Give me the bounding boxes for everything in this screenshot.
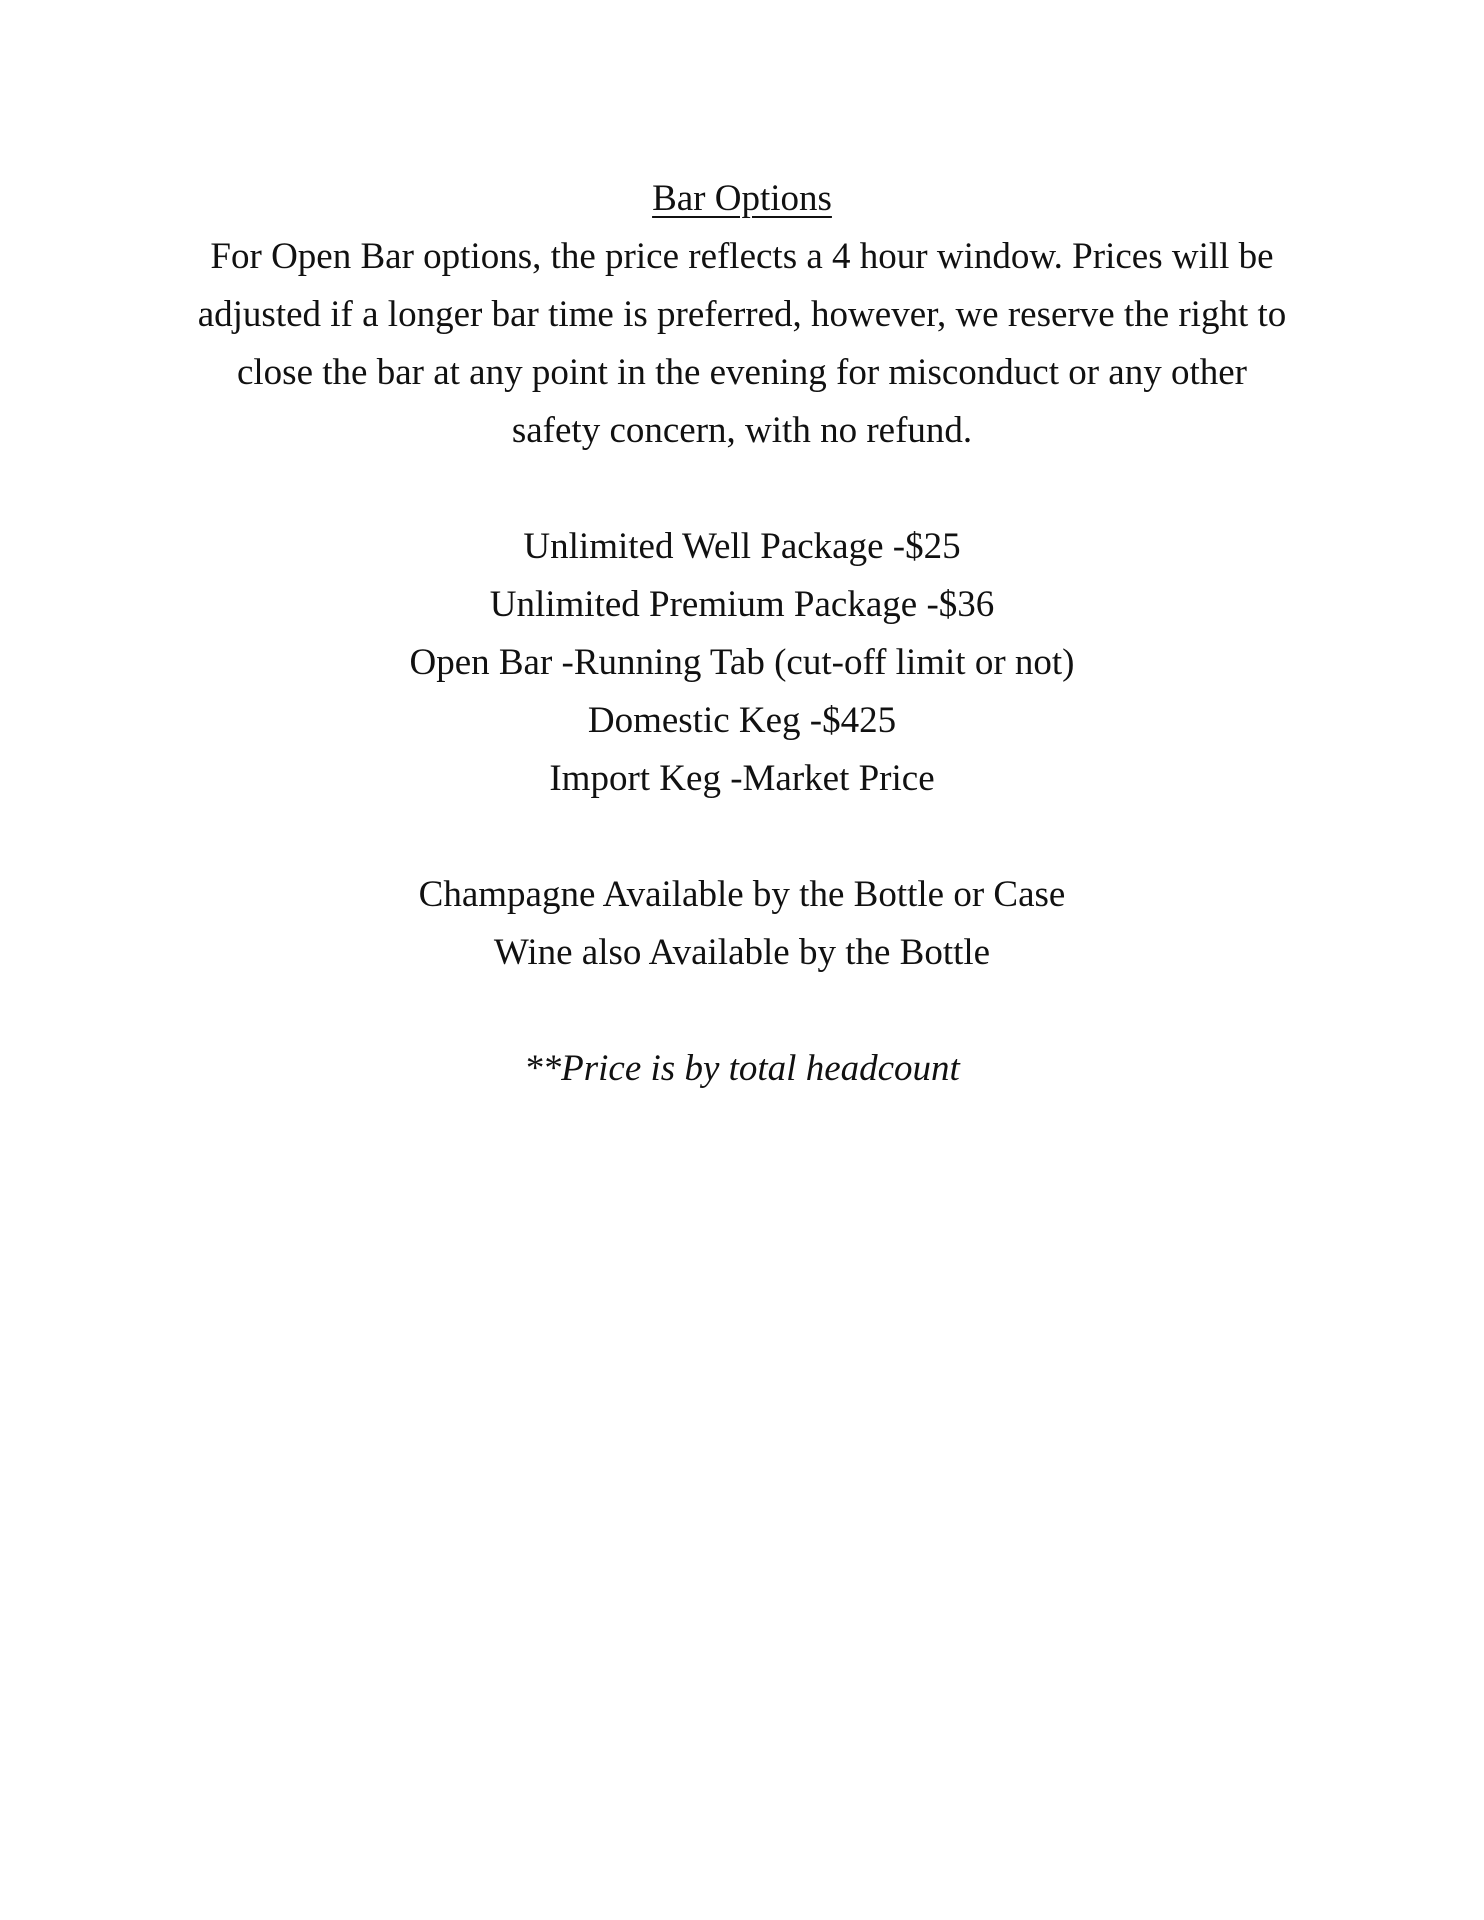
option-unlimited-premium: Unlimited Premium Package -$36 [489, 584, 995, 625]
intro-paragraph: For Open Bar options, the price reflects a 4 hour window. Prices will be adjusted if a longer bar time is preferred, however, we reserve the right to close the bar at any point in the evening for misconduct or any other safety concern, with no refund. [197, 236, 1287, 451]
option-open-bar-running-tab: Open Bar -Running Tab (cut-off limit or not) [409, 642, 1075, 683]
page-title: Bar Options [652, 178, 832, 219]
document-content [190, 170, 1294, 1098]
price-footnote: **Price is by total headcount [524, 1048, 960, 1089]
option-import-keg: Import Keg -Market Price [549, 758, 935, 799]
champagne-availability: Champagne Available by the Bottle or Case [418, 874, 1066, 915]
wine-availability: Wine also Available by the Bottle [493, 932, 991, 973]
option-domestic-keg: Domestic Keg -$425 [587, 700, 897, 741]
bar-options-list [190, 518, 1294, 808]
option-unlimited-well: Unlimited Well Package -$25 [523, 526, 961, 567]
availability-section [190, 866, 1294, 982]
